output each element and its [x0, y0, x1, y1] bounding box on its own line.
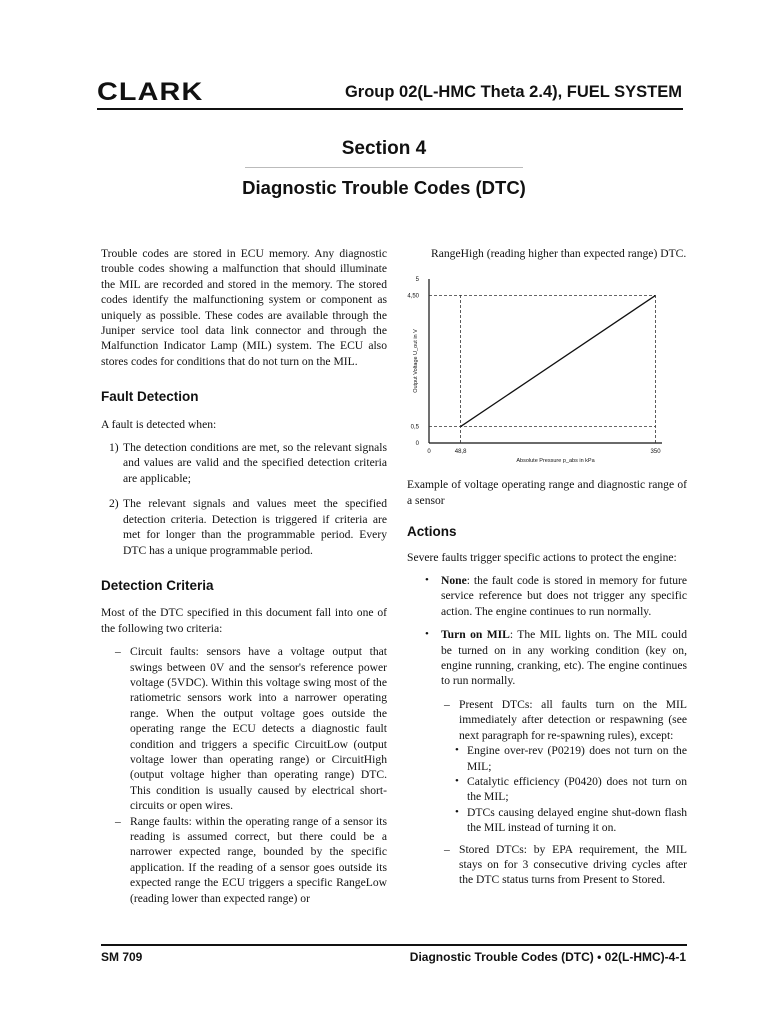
criteria-item [101, 644, 387, 813]
exception-item [407, 743, 687, 774]
action-item-turn-on-mil [407, 627, 687, 689]
y-tick-label: 4,50 [407, 293, 419, 300]
exception-item [407, 774, 687, 805]
dash-marker: – [115, 645, 121, 659]
sensor-voltage-chart [407, 267, 687, 467]
footer-rule [101, 944, 687, 946]
x-tick-label: 0 [427, 449, 431, 456]
bullet-dot: • [455, 805, 459, 818]
section-title: Section 4 [341, 138, 427, 159]
criteria-item-text: Circuit faults: sensors have a voltage output that swings between 0V and the sensor's reference power voltage (5VDC). Within this voltage swing most of the ratiometric sensors work into a narrower operating range. When the output voltage goes outside the operating range the ECU detects a diagnostic fault condition and triggers a specific CircuitLow (output voltage lower than operating range) or CircuitHigh (output voltage higher than operating range) DTC. This condition is usually caused by electrical short-circuits or open wires. [130, 645, 387, 813]
fault-item-text: The relevant signals and values meet the specified detection criteria. Detection is triggered if criteria are met for longer than the programmable period. Every DTC has a unique programmable period. [123, 497, 387, 557]
present-dtc-text: Present DTCs: all faults turn on the MIL immediately after detection or respawning (see next paragraph for re-spawning rules), except: [459, 697, 687, 742]
exception-text: Engine over-rev (P0219) does not turn on the MIL; [467, 744, 687, 773]
clark-logo: CLARK [97, 78, 204, 106]
criteria-item-text: Range faults: within the operating range of a sensor its reading is assumed correct, but there could be a narrower expected range, bounded by the specific application. If the reading of a sensor goes outside its expected range the ECU triggers a specific RangeLow (reading lower than expected range) or [130, 814, 387, 905]
actions-heading: Actions [407, 524, 457, 540]
fault-item-text: The detection conditions are met, so the relevant signals and values are valid and the specified detection criteria are applicable; [123, 441, 387, 485]
y-axis-title: Output Voltage U_out in V [413, 329, 419, 394]
action-text: : the fault code is stored in memory for future service reference but does not trigger any specific action. The engine continues to run normally. [441, 574, 687, 618]
stored-dtc-text: Stored DTCs: by EPA requirement, the MIL stays on for 3 consecutive driving cycles after the DTC status turns from Present to Stored. [459, 842, 687, 887]
document-title: Diagnostic Trouble Codes (DTC) [242, 177, 526, 198]
dash-marker: – [444, 697, 450, 711]
footer-page-ref: Diagnostic Trouble Codes (DTC) • 02(L-HMC)-4-1 [409, 950, 686, 964]
fault-intro: A fault is detected when: [101, 417, 217, 431]
header-rule [97, 108, 683, 110]
action-item-none [407, 573, 687, 619]
fault-item-number: 1) [109, 441, 119, 455]
stored-dtc-item [407, 842, 687, 888]
x-tick-label: 350 [650, 449, 661, 456]
right-column [407, 246, 687, 888]
bullet-dot: • [455, 744, 459, 757]
bullet-dot: • [425, 628, 429, 641]
action-label: None [441, 574, 467, 588]
present-dtc-item [407, 697, 687, 743]
dash-marker: – [115, 814, 121, 828]
series-line [461, 296, 656, 427]
footer-manual-id: SM 709 [101, 950, 143, 964]
exception-text: Catalytic efficiency (P0420) does not turn on the MIL; [467, 774, 687, 804]
exception-item [407, 805, 687, 836]
x-tick-label: 48,8 [454, 449, 467, 456]
header-title: Group 02(L-HMC Theta 2.4), FUEL SYSTEM [344, 83, 682, 101]
criteria-intro: Most of the DTC specified in this document fall into one of the following two criteria: [101, 606, 387, 635]
fault-detection-heading: Fault Detection [101, 389, 199, 405]
dash-marker: – [444, 842, 450, 856]
section-rule [245, 167, 523, 168]
action-text: : The MIL lights on. The MIL could be turned on in any working condition (key on, engine running, cranking, etc). The engine continues to run normally. [441, 628, 687, 688]
y-tick-label: 5 [415, 277, 419, 284]
criteria-item [101, 814, 387, 906]
action-label: Turn on MIL [441, 628, 510, 642]
fault-item [101, 496, 387, 558]
chart-caption: Example of voltage operating range and diagnostic range of a sensor [407, 478, 687, 507]
x-axis-title: Absolute Pressure p_abs in kPa [516, 458, 595, 465]
y-tick-label: 0,5 [410, 425, 419, 432]
fault-item [101, 440, 387, 486]
detection-criteria-heading: Detection Criteria [101, 577, 214, 593]
continuation-text: RangeHigh (reading higher than expected range) DTC. [431, 247, 687, 260]
left-column [101, 246, 387, 906]
actions-intro: Severe faults trigger specific actions to protect the engine: [407, 550, 677, 564]
bullet-dot: • [425, 574, 429, 587]
bullet-dot: • [455, 774, 459, 787]
intro-paragraph: Trouble codes are stored in ECU memory. Any diagnostic trouble codes showing a malfunction that should illuminate the MIL are recorded and stored in the memory. The stored codes identify the malfunctioning system or component as uniquely as possible. These codes are available through the Juniper service tool data link connector and through the Malfunction Indicator Lamp (MIL) system. The ECU also stores codes for conditions that do not turn on the MIL. [101, 247, 387, 368]
y-tick-label: 0 [415, 441, 419, 448]
exception-text: DTCs causing delayed engine shut-down flash the MIL instead of turning it on. [467, 805, 687, 835]
fault-item-number: 2) [109, 497, 119, 511]
